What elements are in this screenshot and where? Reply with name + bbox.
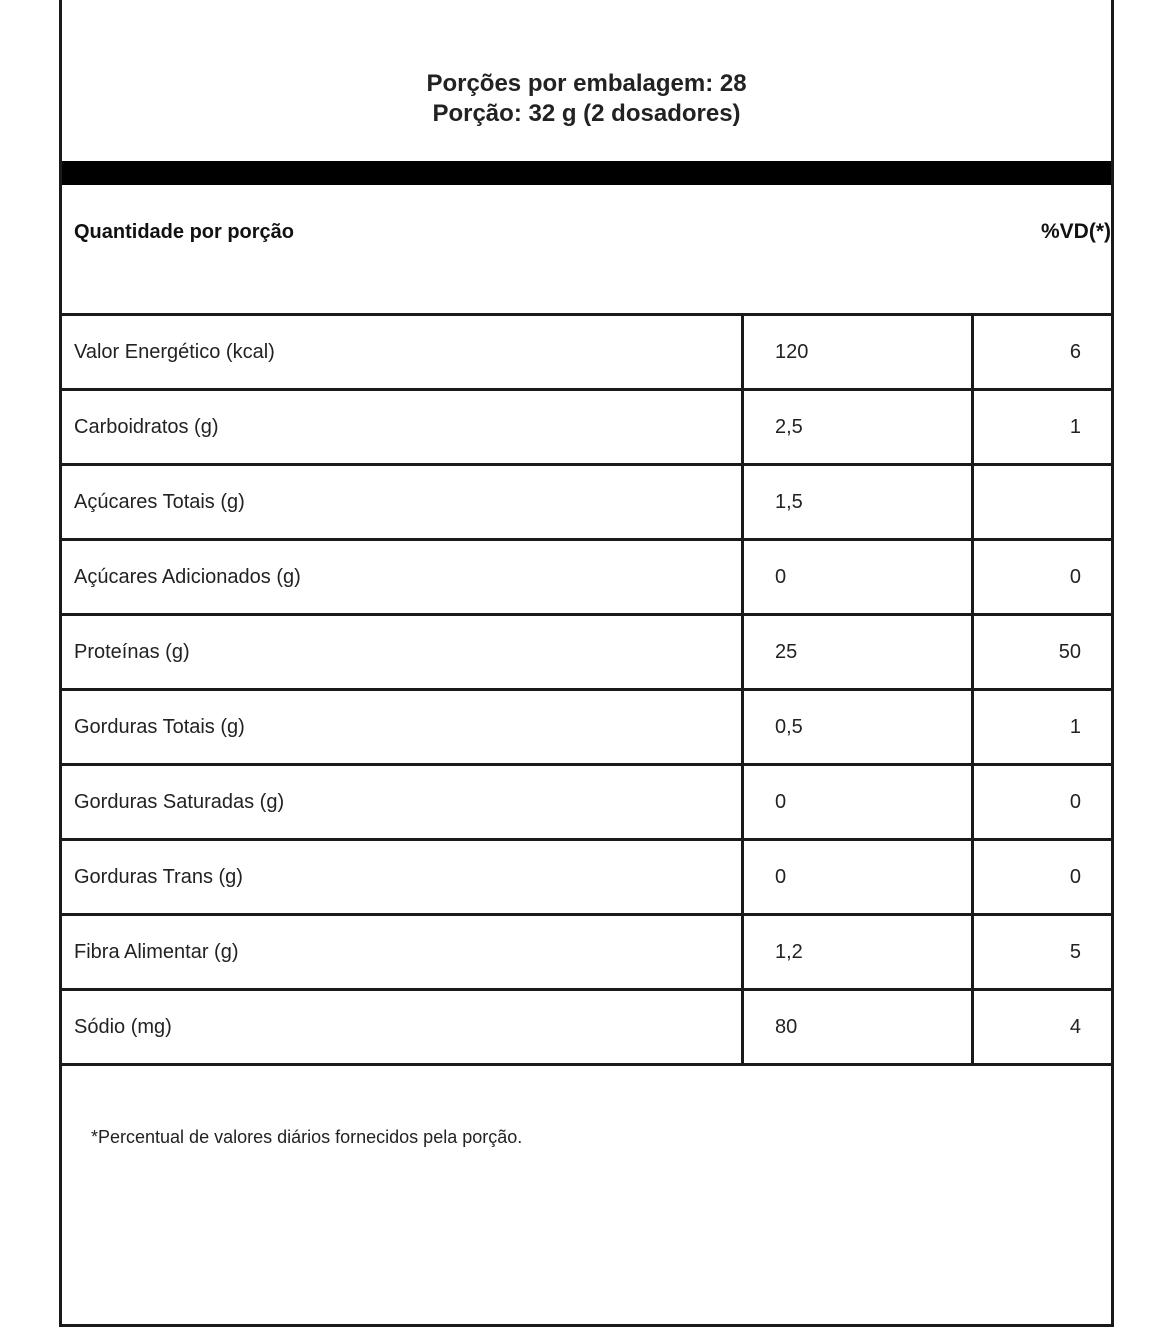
- nutrient-dv: 0: [973, 540, 1112, 615]
- nutrient-name: Proteínas (g): [62, 615, 743, 690]
- nutrient-name: Gorduras Totais (g): [62, 690, 743, 765]
- nutrient-dv: 6: [973, 315, 1112, 390]
- table-row: [62, 465, 1111, 540]
- nutrient-amount: 1,2: [743, 915, 973, 990]
- table-row: [62, 765, 1111, 840]
- nutrient-name: Carboidratos (g): [62, 390, 743, 465]
- table-row: [62, 540, 1111, 615]
- nutrient-dv: 0: [973, 840, 1112, 915]
- table-row: [62, 315, 1111, 390]
- table-row: [62, 990, 1111, 1065]
- thick-divider: [62, 161, 1111, 185]
- nutrient-dv: [973, 465, 1112, 540]
- table-row: [62, 390, 1111, 465]
- nutrient-dv: 50: [973, 615, 1112, 690]
- nutrient-dv: 0: [973, 765, 1112, 840]
- servings-per-package: Porções por embalagem: 28: [426, 70, 747, 97]
- nutrient-dv: 1: [973, 390, 1112, 465]
- nutrient-amount: 120: [743, 315, 973, 390]
- nutrient-name: Fibra Alimentar (g): [62, 915, 743, 990]
- nutrient-amount: 80: [743, 990, 973, 1065]
- table-row: [62, 690, 1111, 765]
- nutrient-amount: 0,5: [743, 690, 973, 765]
- nutrient-name: Gorduras Saturadas (g): [62, 765, 743, 840]
- table-row: [62, 840, 1111, 915]
- nutrient-amount: 0: [743, 840, 973, 915]
- nutrient-dv: 4: [973, 990, 1112, 1065]
- nutrient-name: Açúcares Adicionados (g): [62, 540, 743, 615]
- nutrition-table: [62, 313, 1111, 1066]
- table-row: [62, 915, 1111, 990]
- nutrient-name: Açúcares Totais (g): [62, 465, 743, 540]
- nutrient-amount: 0: [743, 540, 973, 615]
- nutrient-name: Sódio (mg): [62, 990, 743, 1065]
- nutrient-amount: 1,5: [743, 465, 973, 540]
- nutrient-amount: 25: [743, 615, 973, 690]
- label-header: [62, 69, 1111, 129]
- nutrient-amount: 2,5: [743, 390, 973, 465]
- nutrient-amount: 0: [743, 765, 973, 840]
- nutrient-name: Gorduras Trans (g): [62, 840, 743, 915]
- nutrient-dv: 5: [973, 915, 1112, 990]
- table-row: [62, 615, 1111, 690]
- daily-value-heading: %VD(*): [1040, 220, 1111, 243]
- nutrition-facts-label: [59, 0, 1114, 1327]
- footnote: *Percentual de valores diários fornecidos pela porção.: [91, 1127, 523, 1147]
- nutrient-dv: 1: [973, 690, 1112, 765]
- amount-per-serving-heading: Quantidade por porção: [74, 221, 295, 243]
- nutrient-name: Valor Energético (kcal): [62, 315, 743, 390]
- serving-size: Porção: 32 g (2 dosadores): [432, 100, 741, 127]
